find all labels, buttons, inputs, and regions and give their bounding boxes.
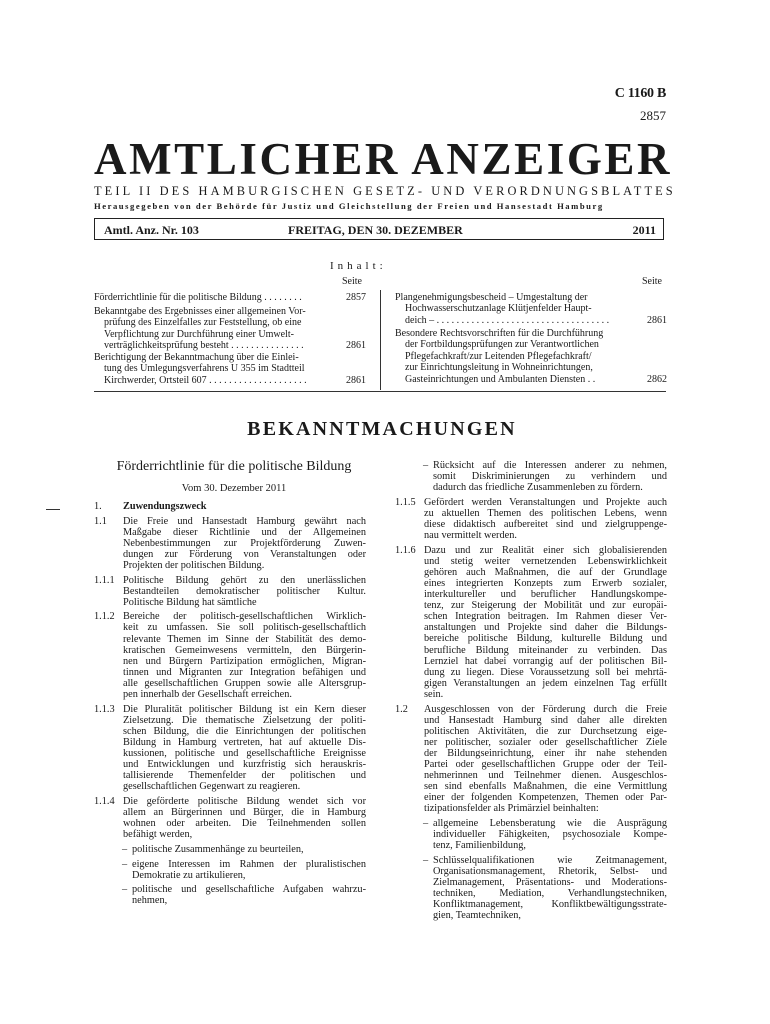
text-line: Zielsetzung. Die thematische Zielsetzung der politi- — [123, 714, 366, 726]
document-title: Förderrichtlinie für die politische Bildung — [116, 459, 352, 474]
text-line: Bildung in Hamburg vertreten, hat auf aktuelle Dis- — [123, 736, 366, 748]
text-line: Politische Bildung hat sämtliche — [123, 596, 257, 608]
text-line: Rücksicht auf die Interessen anderer zu nehmen, — [433, 460, 667, 471]
publication-subtitle: TEIL II DES HAMBURGISCHEN GESETZ- UND VERORDNUNGSBLATTES — [94, 184, 676, 198]
text-line: nau vermittelt werden. — [424, 530, 517, 542]
list-item — [94, 859, 365, 881]
section-number: 1.1.2 — [94, 611, 115, 623]
toc-entry — [395, 328, 667, 385]
section-number: 1. — [94, 501, 102, 512]
toc-entry-page: 2861 — [346, 340, 366, 352]
toc-bottom-rule — [94, 391, 666, 392]
text-line: Organisationsmanagement, Rhetorik, Selbst- und — [433, 865, 667, 877]
issue-date: FREITAG, DEN 30. DEZEMBER — [288, 223, 463, 237]
list-dash: – — [122, 858, 128, 870]
toc-entry-line: zur Einrichtungsleitung in Wohneinrichtungen, — [405, 362, 593, 374]
toc-entry-line: tung des Umlegungsverfahrens U 355 im Stadtteil — [104, 363, 305, 375]
text-line: Ausgeschlossen von der Förderung durch die Freie — [424, 703, 667, 715]
toc-column-divider — [380, 290, 381, 390]
text-line: Bestandteilen demokratischer politischer Kultur. — [123, 585, 366, 597]
text-line: dung zu liegen. Diese Voraussetzung soll bei mehrtä- — [424, 666, 667, 678]
toc-entry-line: Kirchwerder, Ortsteil 607 . . . . . . . . . . . . . . . . . . . . — [104, 374, 307, 386]
section-paragraph — [94, 501, 365, 512]
toc-entry-line: Bekanntgabe des Ergebnisses einer allgemeinen Vor- — [94, 306, 306, 317]
section-paragraph — [395, 704, 667, 815]
toc-entry-line: prüfung des Einzelfalles zur Feststellung, ob eine — [104, 317, 302, 329]
toc-entry — [94, 306, 366, 352]
section-number: 1.1.4 — [94, 796, 115, 807]
text-line: und Entwicklungen und kurzfristig sich herauskris- — [123, 759, 366, 771]
text-line: gesellschaftlichen Gegenwart zu reagieren. — [123, 781, 301, 793]
text-line: Partei oder gesellschaftlichen Gruppe oder der Teil- — [424, 759, 667, 771]
toc-entry-page: 2861 — [647, 314, 667, 326]
toc-entry-line: Verpflichtung zur Durchführung einer Umwelt- — [104, 328, 294, 340]
text-line: befähigt werden, — [123, 829, 193, 841]
section-paragraph — [94, 611, 365, 700]
text-line: pen innerhalb der Gesellschaft erreichen. — [123, 689, 292, 701]
toc-entry-line: Gasteinrichtungen und Ambulanten Diensten . . — [405, 373, 596, 385]
text-line: politischen Aktivitäten, die zur Durchsetzung eige- — [424, 725, 667, 737]
text-line: alle gesellschaftlichen Gruppen sowie alle Altersgrup- — [123, 677, 366, 689]
text-line: individueller Fähigkeiten, psychosoziale Kompe- — [433, 829, 667, 841]
toc-page-label-right: Seite — [642, 276, 662, 287]
text-line: dadurch das friedliche Zusammenleben zu fördern. — [433, 482, 643, 494]
list-item — [395, 818, 667, 851]
toc-entry-page: 2857 — [346, 292, 366, 303]
text-line: somit Diskriminierungen zu verhindern und — [433, 471, 667, 483]
text-line: eigene Interessen im Rahmen der pluralistischen — [132, 858, 366, 870]
section-number: 1.1.6 — [395, 544, 416, 556]
text-line: Politische Bildung gehört zu den unerlässlichen — [123, 574, 366, 586]
section-paragraph — [94, 516, 365, 572]
text-line: gigen Veranstaltungen an jedem einzelnen Tag erfüllt — [424, 677, 667, 689]
document-date: Vom 30. Dezember 2011 — [181, 483, 287, 494]
text-line: Dazu und zur Realität einer sich globalisierenden — [424, 544, 667, 556]
text-line: eines integrierten Konzepts zum Erwerb sozialer, — [424, 577, 667, 589]
section-number: 1.1.5 — [395, 496, 416, 508]
toc-entry-line: der Fortbildungsprüfungen zur Verantwortlichen — [405, 339, 599, 351]
text-line: interkultureller und beruflicher Handlungskompe- — [424, 589, 667, 601]
text-line: tenz, Familienbildung, — [433, 840, 526, 852]
section-paragraph — [395, 497, 667, 541]
toc-entry — [94, 292, 366, 303]
text-line: Zielmanagement, Präsentations- und Moderations- — [433, 877, 667, 889]
text-line: nehmerinnen und Teilnehmer dienen. Ausgeschlos- — [424, 770, 667, 782]
text-line: Bereiche der politisch-gesellschaftlichen Wirklich- — [123, 611, 366, 623]
list-item — [94, 844, 365, 855]
section-paragraph — [395, 545, 667, 700]
list-dash: – — [423, 818, 429, 830]
text-line: gien, Teamtechniken, — [433, 910, 522, 922]
text-line: relevante Themen im Sinne der Stabilität des demo- — [123, 633, 366, 645]
text-line: politische Zusammenhänge zu beurteilen, — [132, 843, 304, 855]
text-line: tenz, zur Steigerung der Mobilität und zur europäi- — [424, 600, 667, 612]
text-line: und stetig weiter vernetzenden Lebenswirklichkeit — [424, 555, 667, 567]
toc-entry-page: 2861 — [346, 374, 366, 386]
toc-entry-line: Berichtigung der Bekanntmachung über die Einlei- — [94, 352, 299, 363]
text-line: dungen zur Förderung von Veranstaltungen oder — [123, 548, 366, 560]
text-line: nehmen, — [132, 895, 168, 907]
toc-entry — [94, 352, 366, 386]
text-line: kussionen, politische und gesellschaftliche Ereignisse — [123, 748, 366, 760]
publisher-line: Herausgegeben von der Behörde für Justiz und Gleichstellung der Freien und Hansestadt Hamburg — [94, 201, 604, 211]
section-number: 1.1 — [94, 515, 107, 527]
text-line: allgemeine Lebensberatung wie die Ausprägung — [433, 818, 667, 830]
toc-page-label-left: Seite — [342, 276, 362, 287]
text-line: allem an Bürgerinnen und Bürger, die in Hamburg — [123, 807, 366, 819]
toc-entry-page: 2862 — [647, 373, 667, 385]
issue-number: Amtl. Anz. Nr. 103 — [104, 223, 199, 237]
list-item — [94, 884, 365, 906]
text-line: sen sind ebenfalls Maßnahmen, die eine Vermittlung — [424, 781, 667, 793]
text-line: und Hansestadt Hamburg sind daher alle direkten — [424, 714, 667, 726]
text-line: tinnen und Migranten zur Integration befähigen und — [123, 666, 366, 678]
text-line: kratischen Gemeinwesens vermitteln, den Bürgerin- — [123, 644, 366, 656]
text-line: der Bildungseinrichtung, einer ihr nahe stehenden — [424, 747, 667, 759]
text-line: schen Integration beitragen. Im Rahmen dieser Ver- — [424, 611, 667, 623]
section-number: 1.2 — [395, 703, 408, 715]
toc-entry-line: Besondere Rechtsvorschriften für die Durchführung — [395, 328, 604, 339]
text-line: wohnen oder arbeiten. Die Teilnehmenden sollen — [123, 818, 366, 830]
section-number: 1.1.1 — [94, 574, 115, 586]
text-line: Demokratie zu artikulieren, — [132, 869, 246, 881]
toc-entry — [395, 292, 667, 326]
list-dash: – — [122, 843, 128, 855]
toc-entry-line: Förderrichtlinie für die politische Bildung . . . . . . . . — [94, 292, 302, 303]
toc-entry-line: Plangenehmigungsbescheid – Umgestaltung der — [395, 292, 588, 303]
text-line: Projekten der politischen Bildung. — [123, 559, 265, 571]
margin-mark — [46, 509, 60, 510]
list-dash: – — [423, 854, 429, 866]
section-paragraph — [94, 704, 365, 793]
text-line: einer der folgenden Kompetenzen, Themen oder Par- — [424, 792, 667, 804]
text-line: diese didaktisch aufbereitet sind und zielgruppenge- — [424, 518, 667, 530]
text-line: tallisierende Themenfelder der politischen und — [123, 770, 366, 782]
text-line: Zuwendungszweck — [123, 501, 207, 512]
section-paragraph — [94, 575, 365, 608]
text-line: Gefördert werden Veranstaltungen und Projekte auch — [424, 496, 667, 508]
text-line: politische und gesellschaftliche Aufgaben wahrzu- — [132, 884, 366, 896]
publication-title: AMTLICHER ANZEIGER — [94, 134, 673, 184]
text-line: Konfliktmanagement, Konfliktbewältigungsstrate- — [433, 899, 667, 911]
text-line: sein. — [424, 688, 444, 700]
text-line: Nebenbestimmungen zur Projektförderung Zuwen- — [123, 537, 366, 549]
text-line: nen und Bürgern Partizipation ermöglichen, Migran- — [123, 655, 366, 667]
document-code: C 1160 B — [614, 86, 666, 101]
text-line: Die geförderte politische Bildung wendet sich vor — [123, 796, 366, 807]
text-line: keit zu umfassen. Sie soll politisch-gesellschaftlich — [123, 622, 366, 634]
text-line: Lernziel hat dabei vorrangig auf der politischen Bil- — [424, 655, 667, 667]
text-line: Die Freie und Hansestadt Hamburg gewährt nach — [123, 515, 366, 527]
text-line: gehören auch Maßnahmen, die auf der Grundlage — [424, 566, 667, 578]
toc-entry-line: verträglichkeitsprüfung besteht . . . . . . . . . . . . . . . — [104, 340, 304, 352]
text-line: tizipationsfelder als Primärziel beinhalten: — [424, 803, 599, 815]
text-line: anstaltungen und Projekte sind daher die Bildungs- — [424, 622, 667, 634]
section-heading: BEKANNTMACHUNGEN — [247, 418, 517, 440]
toc-entry-line: Hochwasserschutzanlage Klütjenfelder Haupt- — [405, 303, 592, 315]
text-line: techniken, Mediation, Verhandlungstechniken, — [433, 888, 667, 900]
text-line: schen Bildung, die die Einrichtungen der politischen — [123, 725, 366, 737]
list-dash: – — [122, 884, 128, 896]
text-line: berufliche Bildung miteinander zu verbinden. Das — [424, 644, 667, 656]
issue-year: 2011 — [632, 223, 656, 237]
text-line: ner politischer, sozialer oder gesellschaftlicher Ziele — [424, 736, 667, 748]
toc-entry-line: deich – . . . . . . . . . . . . . . . . . . . . . . . . . . . . . . . . . . . — [405, 314, 610, 326]
text-line: bereiche politische Bildung, kulturelle Bildung und — [424, 633, 667, 645]
toc-entry-line: Pflegefachkraft/zur Leitenden Pflegefachkraft/ — [405, 350, 592, 362]
text-line: Die Pluralität politischer Bildung ist ein Kern dieser — [123, 703, 366, 715]
text-line: zu aktuellen Themen des politischen Lebens, wenn — [424, 507, 667, 519]
list-item — [395, 855, 667, 922]
section-paragraph — [94, 796, 365, 840]
list-dash: – — [423, 460, 429, 471]
section-number: 1.1.3 — [94, 703, 115, 715]
page-number: 2857 — [640, 108, 666, 123]
toc-heading: Inhalt: — [330, 260, 387, 272]
text-line: Maßgabe dieser Richtlinie und der Allgemeinen — [123, 526, 366, 538]
text-line: Schlüsselqualifikationen wie Zeitmanagement, — [433, 854, 667, 866]
list-item — [395, 460, 667, 493]
